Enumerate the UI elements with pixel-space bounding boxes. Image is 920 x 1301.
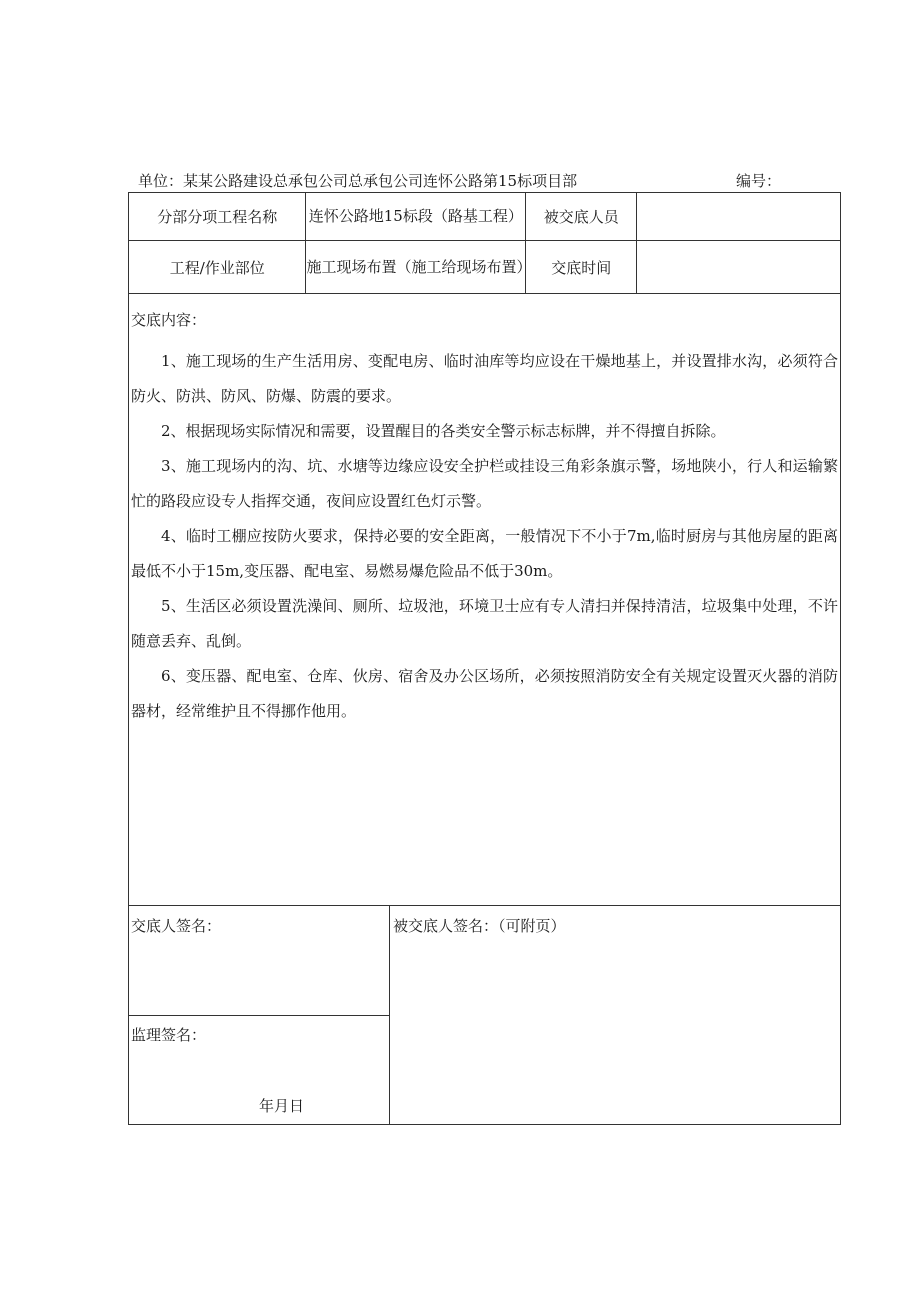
supervisor-signature-label: 监理签名： <box>131 1026 207 1044</box>
signature-area <box>129 906 840 1124</box>
content-paragraph-5: 5、生活区必须设置洗澡间、厕所、垃圾池，环境卫士应有专人清扫并保持清洁，垃圾集中处理，不许随意丢弃、乱倒。 <box>131 597 838 650</box>
content-paragraph-3: 3、施工现场内的沟、坑、水塘等边缘应设安全护栏或挂设三角彩条旗示警，场地陕小，行人和运输繁忙的路段应设专人指挥交通，夜间应设置红色灯示警。 <box>131 457 838 510</box>
document-header <box>138 170 838 192</box>
disclosure-time-value[interactable] <box>637 241 841 294</box>
project-name-value: 连怀公路地15标段（路基工程） <box>306 193 526 241</box>
recipient-label: 被交底人员 <box>526 193 637 241</box>
content-paragraph-1: 1、施工现场的生产生活用房、变配电房、临时油库等均应设在干燥地基上，并设置排水沟，必须符合防火、防洪、防风、防爆、防震的要求。 <box>131 352 838 405</box>
content-title: 交底内容： <box>131 311 207 329</box>
content-paragraph-4: 4、临时工棚应按防火要求，保持必要的安全距离，一般情况下不小于7m,临时厨房与其他房屋的距离最低不小于15m,变压器、配电室、易燃易爆危险品不低于30m。 <box>131 527 838 580</box>
code-label: 编号： <box>736 172 782 190</box>
discloser-signature-label: 交底人签名： <box>131 917 222 935</box>
unit-label: 单位：某某公路建设总承包公司总承包公司连怀公路第15标项目部 <box>138 172 578 190</box>
recipient-signature-label: 被交底人签名：（可附页） <box>393 917 566 935</box>
work-location-label: 工程/作业部位 <box>129 241 306 294</box>
info-row-project <box>129 193 841 241</box>
info-row-location <box>129 241 841 294</box>
discloser-signature-box[interactable] <box>129 906 389 1016</box>
content-row <box>129 294 841 906</box>
content-paragraph-2: 2、根据现场实际情况和需要，设置醒目的各类安全警示标志标牌，并不得擅自拆除。 <box>161 422 726 440</box>
content-cell <box>129 294 841 906</box>
date-label: 年月日 <box>259 1097 305 1115</box>
signature-row <box>129 906 841 1125</box>
signature-left-column <box>129 906 390 1124</box>
content-paragraph-6: 6、变压器、配电室、仓库、伙房、宿舍及办公区场所，必须按照消防安全有关规定设置灭火器的消防器材，经常维护且不得挪作他用。 <box>131 667 838 720</box>
recipient-value[interactable] <box>637 193 841 241</box>
signature-cell <box>129 906 841 1125</box>
disclosure-form-table <box>128 192 841 1125</box>
disclosure-time-label: 交底时间 <box>526 241 637 294</box>
project-name-label: 分部分项工程名称 <box>129 193 306 241</box>
work-location-value: 施工现场布置（施工给现场布置） <box>306 241 526 294</box>
